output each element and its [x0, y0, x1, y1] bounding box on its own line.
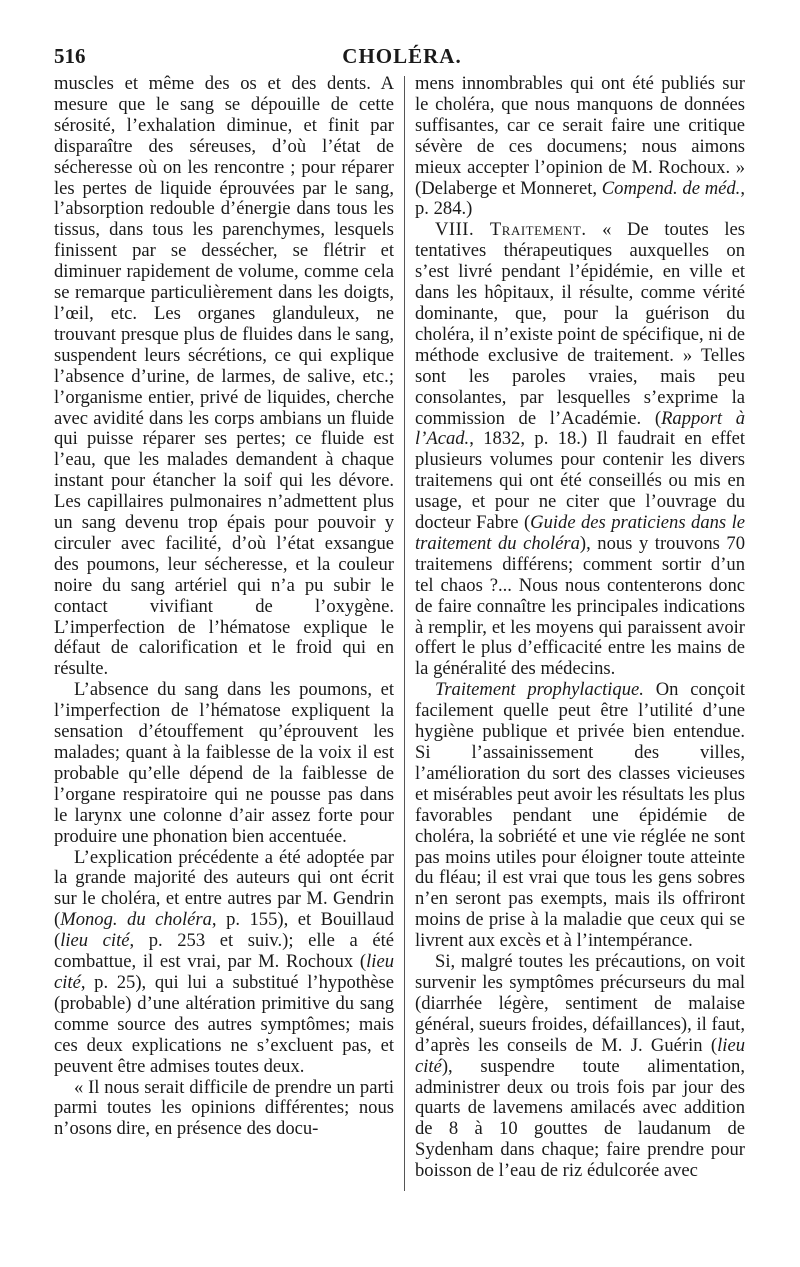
citation: Compend. de méd. — [601, 177, 741, 199]
citation: lieu cité — [60, 930, 130, 952]
page-number: 516 — [54, 44, 86, 68]
paragraph: Traitement prophylactique. On conçoit facilement quelle peut être l’utilité d’une hygiène publique et privée bien entendue. Si l’assainissement des villes, l’amélioration du sort des classes vicieuses et misérables peut avoir les résultats les plus favorables pendant une épidémie de choléra, la sobriété et une vie réglée ne sont pas moins utiles pour éloigner toute atteinte du fléau; il est vrai que tous les gens sobres n’en seront pas exempts, mais ils offriront moins de prise à la maladie que ceux qui se livrent aux excès et à l’intempérance. — [415, 679, 745, 952]
citation: Rapport à l’Acad. — [415, 407, 745, 450]
citation: lieu cité — [54, 951, 394, 993]
paragraph: L’explication précédente a été adoptée par la grande majorité des auteurs qui ont écrit sur le choléra, et entre autres par M. Gendrin (Monog. du choléra, p. 155), et Bouillaud (lieu cité, p. 253 et suiv.); elle a été combattue, il est vrai, par M. Rochoux (lieu cité, p. 25), qui lui a substitué l’hypothèse (probable) d’une altération primitive du sang comme source des autres symptômes; mais ces deux explications ne s’excluent pas, et peuvent être admises toutes deux. — [54, 846, 394, 1077]
left-column — [54, 74, 394, 1140]
paragraph: Si, malgré toutes les précautions, on voit survenir les symptômes précurseurs du mal (diarrhée légère, sentiment de malaise général, sueurs froides, défaillances), il faut, d’après les conseils de M. J. Guérin (lieu cité), suspendre toute alimentation, administrer deux ou trois fois par jour des quarts de lavemens amilacés avec addition de 8 à 10 gouttes de laudanum de Sydenham dans chaque; faire prendre pour boisson de l’eau de riz édulcorée avec — [415, 951, 745, 1182]
right-column — [415, 74, 745, 1182]
subsection-heading: Traitement prophylactique. — [435, 679, 644, 701]
paragraph: mens innombrables qui ont été publiés sur le choléra, que nous manquons de données suffisantes, car ce serait faire une critique sévère de ces documens; nous aimons mieux accepter l’opinion de M. Rochoux. » (Delaberge et Monneret, Compend. de méd., p. 284.) — [415, 73, 745, 220]
citation: lieu cité — [415, 1034, 745, 1077]
citation: Monog. du choléra — [60, 909, 212, 931]
running-title: CHOLÉRA. — [342, 44, 462, 68]
paragraph: muscles et même des os et des dents. A mesure que le sang se dépouille de cette sérosité, l’exhalation diminue, et finit par disparaître des séreuses, d’où l’état de sécheresse où on les rencontre ; pour réparer les pertes de liquide éprouvées par le sang, l’absorption redouble d’énergie dans tous les tissus, dans tous les parenchymes, lesquels finissent par se dessécher, se flétrir et diminuer rapidement de volume, comme cela se remarque particulièrement dans les doigts, l’œil, etc. Les organes glanduleux, ne trouvant presque plus de fluides dans le sang, suspendent leurs sécrétions, ce qui explique l’absence d’urine, de larmes, de salive, etc.; l’organisme entier, privé de liquides, cherche avec avidité dans les corps ambians un fluide qui puisse réparer ses pertes; ce fluide est l’eau, que les malades demandent à chaque instant pour étancher la soif qui les dévore. Les capillaires pulmonaires n’admettent plus un sang devenu trop épais pour pouvoir y circuler avec facilité, d’où l’état exsangue des poumons, leur sécheresse, et la couleur noire du sang artériel qui n’a pu subir le contact vivifiant de l’oxygène. L’imperfection de l’hématose explique le défaut de calorification et le froid qui en résulte. — [54, 73, 394, 680]
paragraph: VIII. Traitement. « De toutes les tentatives thérapeutiques auxquelles on s’est livré pendant l’épidémie, en ville et dans les hôpitaux, il résulte, comme vérité dominante, que, pour la guérison du choléra, il n’existe point de spécifique, ni de méthode exclusive de traitement. » Telles sont les paroles vraies, mais peu consolantes, par lesquelles s’exprime la commission de l’Académie. (Rapport à l’Acad., 1832, p. 18.) Il faudrait en effet plusieurs volumes pour contenir les divers traitemens qui ont été conseillés ou mis en usage, et pour ne citer que l’ouvrage du docteur Fabre (Guide des praticiens dans le traitement du choléra), nous y trouvons 70 traitemens différens; comment sortir d’un tel chaos ?... Nous nous contenterons donc de faire connaître les principales indications à remplir, et les moyens qui paraissent avoir offert le plus d’efficacité entre les mains de la généralité des médecins. — [415, 219, 745, 680]
paragraph: « Il nous serait difficile de prendre un parti parmi toutes les opinions différentes; nous n’osons dire, en présence des docu- — [54, 1076, 394, 1140]
citation: Guide des praticiens dans le traitement du choléra — [415, 512, 745, 554]
section-heading: VIII. Traitement. — [435, 219, 587, 241]
paragraph: L’absence du sang dans les poumons, et l’imperfection de l’hématose expliquent la sensation d’étouffement qu’éprouvent les malades; quant à la faiblesse de la voix il est probable qu’elle dépend de la faiblesse de l’organe respiratoire qui ne pousse pas dans le larynx une colonne d’air assez forte pour produire une phonation bien accentuée. — [54, 679, 394, 847]
page-header — [54, 44, 750, 70]
column-divider — [404, 76, 405, 1191]
